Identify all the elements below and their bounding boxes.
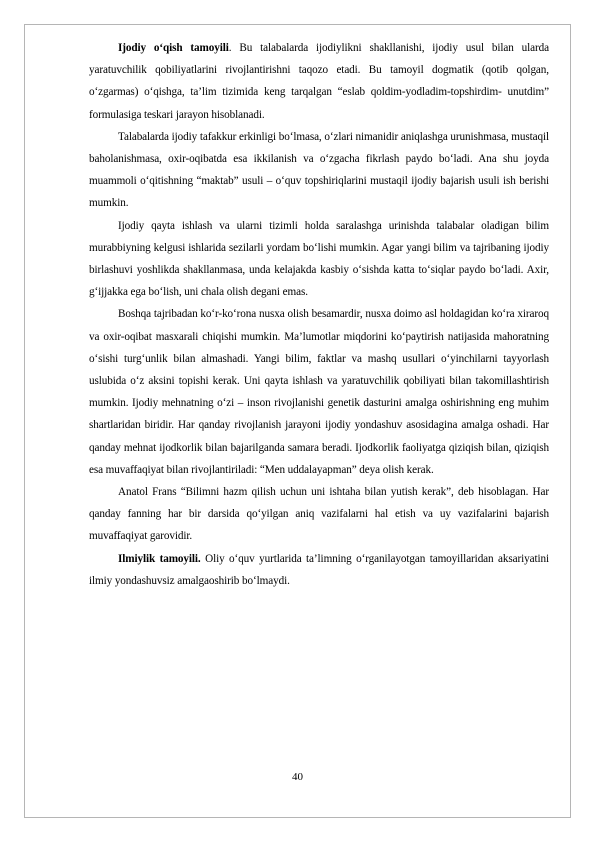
paragraph-anatol-frans [89, 481, 549, 548]
paragraph-text: Boshqa tajribadan ko‘r-ko‘rona nusxa olish besamardir, nusxa doimo asl holdagidan ko‘ra xiraroq va oxir-oqibat masxarali chiqishi mumkin. Ma’lumotlar miqdorini ko‘paytirish natijasida mahoratning o‘sishi turg‘unlik bilan almashadi. Yangi bilim, faktlar va mashq usullari o‘yinchilarni tayyorlash uslubida o‘z aksini topishi kerak. Uni qayta ishlash va yaratuvchilik qobiliyati bilan takomillashtirish mumkin. Ijodiy mehnatning o‘zi – inson rivojlanishi genetik dasturini amalga oshirishning eng muhim shartlaridan biridir. Har qanday rivojlanish jarayoni ijodiy yondashuv asosidagina amalga oshadi. Har qanday mehnat ijodkorlik bilan bajarilganda samara beradi. Ijodkorlik faoliyatga qiziqish bilan, qiziqish esa muvaffaqiyat bilan rivojlantiriladi: “Men uddalayapman” deya olish kerak. [89, 308, 549, 476]
paragraph-qayta-ishlash [89, 215, 549, 304]
paragraph-text: . Bu talabalarda ijodiylikni shakllanishi, ijodiy usul bilan ularda yaratuvchilik qobiliyatlarini rivojlantirishni taqozo etadi. Bu tamoyil dogmatik (qotib qolgan, o‘zgarmas) o‘qishga, ta’lim tizimida keng tarqalgan “eslab qoldim-yodladim-topshirdim- unutdim” formulasiga teskari jarayon hisoblanadi. [89, 42, 549, 121]
paragraph-ijodiy-oqish [89, 37, 549, 126]
paragraph-tafakkur [89, 126, 549, 215]
paragraph-nusxa [89, 303, 549, 481]
paragraph-ilmiylik [89, 548, 549, 592]
paragraph-heading-bold: Ilmiylik tamoyili. [118, 552, 201, 565]
paragraph-text: Talabalarda ijodiy tafakkur erkinligi bo‘lmasa, o‘zlari nimanidir aniqlashga urunishmasa, mustaqil baholanishmasa, oxir-oqibatda esa ikkilanish va o‘zgacha fikrlash paydo bo‘ladi. Ana shu joyda muammoli o‘qitishning “maktab” usuli – o‘quv topshiriqlarini mustaqil ijodiy bajarish usuli ish berishi mumkin. [89, 130, 549, 210]
page-content [89, 37, 549, 592]
page-number: 40 [292, 771, 303, 783]
paragraph-text: Anatol Frans “Bilimni hazm qilish uchun uni ishtaha bilan yutish kerak”, deb hisoblagan. Har qanday fanning har bir darsida qo‘yilgan aniq vazifalarni hal etish va uy vazifalarini bajarish muvaffaqiyat garovidir. [89, 486, 549, 543]
paragraph-heading-bold: Ijodiy o‘qish tamoyili [118, 42, 229, 54]
paragraph-text: Oliy o‘quv yurtlarida ta’limning o‘rganilayotgan tamoyillaridan aksariyatini ilmiy yondashuvsiz amalgaoshirib bo‘lmaydi. [89, 552, 549, 587]
paragraph-text: Ijodiy qayta ishlash va ularni tizimli holda saralashga urinishda talabalar oladigan bilim murabbiyning kelgusi ishlarida sezilarli yordam bo‘lishi mumkin. Agar yangi bilim va tajribaning ijodiy birlashuvi yoshlikda shakllanmasa, unda kelajakda kasbiy o‘sishda katta to‘siqlar paydo bo‘ladi. Axir, g‘ijjakka ega bo‘lish, uni chala olish degani emas. [89, 219, 549, 299]
